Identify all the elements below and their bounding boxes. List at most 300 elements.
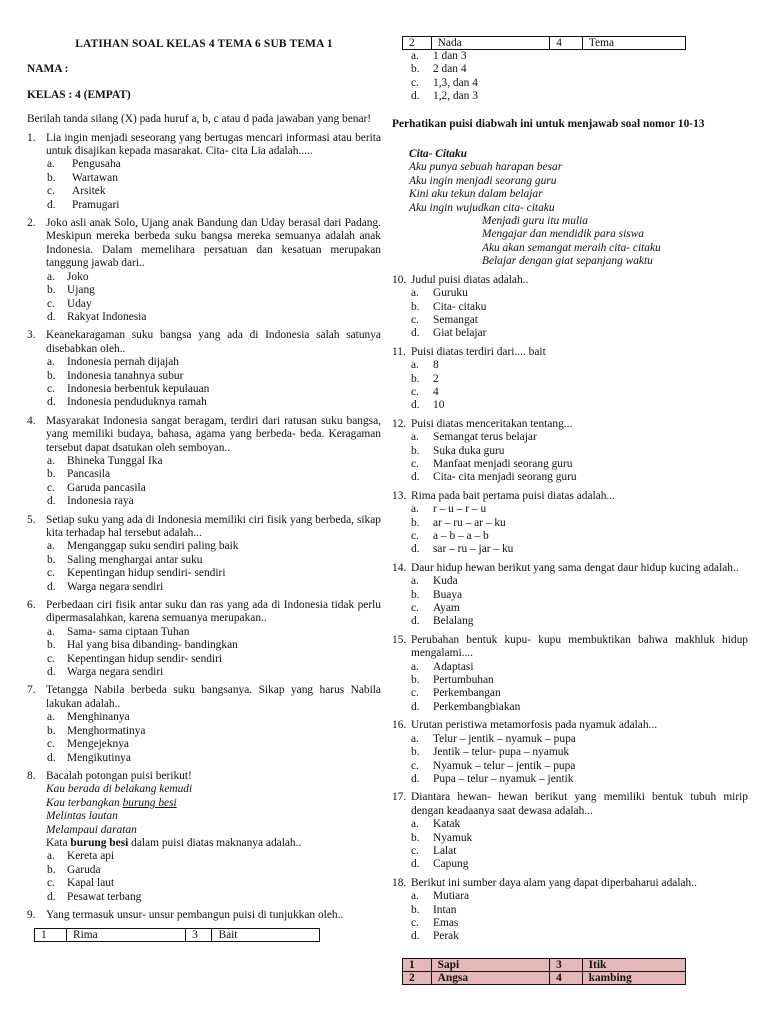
poem-line: Belajar dengan giat sepanjang waktu <box>482 255 653 268</box>
options <box>392 661 748 715</box>
option-text: Kepentingan hidup sendiri- sendiri <box>67 567 226 580</box>
option-text: a – b – a – b <box>433 530 489 542</box>
option-d <box>27 581 381 594</box>
option-letter: a. <box>47 356 55 369</box>
option-text: Mengejeknya <box>67 738 129 751</box>
option-letter: b. <box>47 171 56 184</box>
option-b <box>392 674 748 687</box>
options <box>392 818 748 872</box>
option-a <box>392 661 748 674</box>
question-number: 3. <box>27 329 36 342</box>
options <box>392 287 748 341</box>
option-c <box>27 877 381 890</box>
options <box>392 733 748 787</box>
option-letter: a. <box>411 818 419 831</box>
option-letter: c. <box>47 567 55 580</box>
question-number: 8. <box>27 769 36 782</box>
prompt-text: Kata <box>46 836 71 849</box>
question-prompt <box>27 837 381 850</box>
option-letter: c. <box>47 652 55 665</box>
options <box>27 356 381 410</box>
question-text: Masyarakat Indonesia sangat beragam, terdiri dari ratusan suku bangsa, yang memiliki budaya, bahasa, agama yang berbeda- beda. Keragaman tersebut dapat dsatukan oleh semboyan.. <box>46 414 381 454</box>
option-letter: a. <box>47 270 55 283</box>
option-c <box>27 738 381 751</box>
option-letter: a. <box>411 287 419 300</box>
question-number: 11. <box>392 345 406 358</box>
option-c <box>392 760 748 773</box>
option-letter: b. <box>47 639 56 652</box>
option-text: r – u – r – u <box>433 503 487 516</box>
question-text: Diantara hewan- hewan berikut yang memiliki bentuk tubuh mirip dengan keadaanya saat dewasa adalah... <box>411 791 748 817</box>
poem-line: Melintas lautan <box>46 810 118 823</box>
question-11 <box>392 346 748 359</box>
option-text: ar – ru – ar – ku <box>433 516 506 529</box>
bold-phrase: burung besi <box>70 836 129 849</box>
option-a: a. 1 dan 3 <box>411 50 467 62</box>
option-text: Semangat <box>433 313 478 326</box>
option-letter: a. <box>411 890 419 903</box>
question-text: Perbedaan ciri fisik antar suku dan ras yang ada di Indonesia tidak perlu dipermasalahkan, karena semuanya merupakan.. <box>46 599 381 625</box>
option-letter: b. <box>411 444 420 457</box>
option-text: Uday <box>67 297 92 310</box>
question-number: 14. <box>392 561 407 574</box>
question-number: 9. <box>27 908 36 921</box>
option-text: 10 <box>433 399 445 412</box>
question-7 <box>27 684 381 711</box>
option-letter: c. <box>411 687 419 700</box>
table-row <box>403 958 686 971</box>
table-cell: 3 <box>550 958 583 971</box>
option-letter: d. <box>47 751 56 764</box>
option-text: Indonesia berbentuk kepulauan <box>67 382 210 395</box>
option-letter: c. <box>411 313 419 326</box>
option-c <box>27 298 381 311</box>
option-text: Capung <box>433 858 469 871</box>
option-a <box>392 503 748 516</box>
option-d <box>27 495 381 508</box>
option-a <box>392 890 748 903</box>
question-number: 2. <box>27 217 36 230</box>
table-row <box>403 37 686 50</box>
option-letter: c. <box>411 385 419 398</box>
poem-line: Melampaui daratan <box>46 823 137 836</box>
question-number: 5. <box>27 513 36 526</box>
option-letter: c. <box>411 457 419 470</box>
option-c <box>392 530 748 543</box>
option-text: Menghinanya <box>67 711 130 724</box>
option-text: Sama- sama ciptaan Tuhan <box>67 625 190 638</box>
question-14 <box>392 562 748 575</box>
option-letter: c. <box>47 185 55 198</box>
option-b <box>27 864 381 877</box>
option-text: Warga negara sendiri <box>67 580 164 593</box>
option-letter: a. <box>47 711 55 724</box>
option-b <box>27 468 381 481</box>
option-b <box>27 639 381 652</box>
option-letter: d. <box>411 327 420 340</box>
option-letter: a. <box>411 732 419 745</box>
option-d <box>27 891 381 904</box>
question-list-right <box>392 274 748 944</box>
option-letter: a. <box>411 575 419 588</box>
option-text: Intan <box>433 903 457 916</box>
option-letter: a. <box>411 359 419 372</box>
poem-line <box>27 797 381 810</box>
option-letter: d. <box>411 615 420 628</box>
option-text: Menganggap suku sendiri paling baik <box>67 540 239 553</box>
poem-title: Cita- Citaku <box>409 148 467 161</box>
option-letter: c. <box>47 297 55 310</box>
question-text: Perubahan bentuk kupu- kupu membuktikan bahwa makhluk hidup mengalami.... <box>411 633 748 660</box>
poem-line: Menjadi guru itu mulia <box>482 215 588 228</box>
option-text: Katak <box>433 818 461 831</box>
option-letter: b. <box>47 724 56 737</box>
option-letter: b. <box>411 300 420 313</box>
option-text: Wartawan <box>72 171 118 184</box>
option-d <box>27 311 381 324</box>
option-text: Cita- cita menjadi seorang guru <box>433 471 577 484</box>
option-d <box>392 615 748 628</box>
options <box>392 431 748 485</box>
option-b <box>392 589 748 602</box>
question-number: 18. <box>392 876 407 889</box>
option-a <box>392 733 748 746</box>
table-cell: Tema <box>582 37 685 50</box>
options <box>392 359 748 413</box>
option-c <box>392 917 748 930</box>
table-cell: Itik <box>582 958 685 971</box>
question-number: 17. <box>392 791 407 804</box>
option-letter: d. <box>47 310 56 323</box>
option-text: Pancasila <box>67 468 111 481</box>
option-d <box>392 930 748 943</box>
option-letter: c. <box>47 481 55 494</box>
option-c <box>27 482 381 495</box>
options <box>27 850 381 904</box>
option-letter: b. <box>47 369 56 382</box>
option-letter: c. <box>47 877 55 890</box>
question-18 <box>392 877 748 890</box>
option-letter: d. <box>47 890 56 903</box>
question-text: Berikut ini sumber daya alam yang dapat diperbaharui adalah.. <box>411 876 697 889</box>
option-text: Warga negara sendiri <box>67 666 164 679</box>
option-letter: c. <box>411 916 419 929</box>
option-b <box>392 746 748 759</box>
table-cell: Nada <box>431 37 550 50</box>
option-c <box>27 653 381 666</box>
option-a <box>27 850 381 863</box>
option-b <box>392 904 748 917</box>
table-cell: 2 <box>403 971 432 984</box>
option-c <box>27 383 381 396</box>
nama-field: NAMA : <box>27 63 69 76</box>
option-d <box>27 396 381 409</box>
table-cell: 1 <box>403 958 432 971</box>
table-cell: 4 <box>550 971 583 984</box>
question-1 <box>27 132 381 159</box>
option-a <box>392 818 748 831</box>
option-letter: d. <box>411 399 420 412</box>
option-letter: b. <box>411 674 420 687</box>
poem-line: Mengajar dan mendidik para siswa <box>482 228 644 241</box>
option-text: Pengusaha <box>72 158 121 171</box>
option-text: Belalang <box>433 615 474 628</box>
option-text: Garuda <box>67 863 101 876</box>
option-text: Perkembangan <box>433 687 501 700</box>
table-cell: Rima <box>67 929 186 942</box>
option-letter: a. <box>47 625 55 638</box>
option-text: Indonesia penduduknya ramah <box>67 396 207 409</box>
table-cell: Sapi <box>431 958 549 971</box>
table-cell: 1 <box>35 929 67 942</box>
question-text: Joko asli anak Solo, Ujang anak Bandung dan Uday berasal dari Padang. Meskipun mereka berbeda suku bangsa mereka semuanya adalah anak Indonesia. Dalam memelihara persatuan dan kesatuan merupakan tanggung jawab dari.. <box>46 217 381 270</box>
option-letter: d. <box>47 495 56 508</box>
option-d <box>392 471 748 484</box>
option-text: Pertumbuhan <box>433 674 494 687</box>
option-letter: a. <box>411 660 419 673</box>
option-letter: a. <box>411 431 419 444</box>
table-cell: 2 <box>403 37 432 50</box>
option-letter: d. <box>411 543 420 556</box>
option-d <box>392 773 748 786</box>
question-number: 10. <box>392 273 407 286</box>
question-6 <box>27 599 381 626</box>
option-text: Suka duka guru <box>433 444 505 457</box>
poem-line: Aku ingin wujudkan cita- citaku <box>409 201 555 214</box>
question-8 <box>27 770 381 783</box>
question-text: Rima pada bait pertama puisi diatas adalah... <box>411 489 616 502</box>
option-c: c. 1,3, dan 4 <box>411 76 478 89</box>
option-c <box>392 458 748 471</box>
option-letter: a. <box>411 503 419 516</box>
option-b <box>27 370 381 383</box>
option-b: b. 2 dan 4 <box>411 63 467 76</box>
option-letter: b. <box>47 553 56 566</box>
option-text: Guruku <box>433 287 468 300</box>
poem-line: Aku akan semangat meraih cita- citaku <box>482 241 661 254</box>
option-text: Kapal laut <box>67 877 115 890</box>
question-number: 4. <box>27 414 36 427</box>
underlined-phrase: burung besi <box>122 796 177 809</box>
option-text: Kepentingan hidup sendir- sendiri <box>67 652 223 665</box>
instruction-text: Berilah tanda silang (X) pada huruf a, b, c atau d pada jawaban yang benar! <box>27 113 372 126</box>
option-b <box>392 445 748 458</box>
option-a <box>27 271 381 284</box>
option-letter: b. <box>411 372 420 385</box>
option-a <box>392 359 748 372</box>
question-number: 16. <box>392 719 407 732</box>
question-2 <box>27 217 381 271</box>
option-text: Pupa – telur – nyamuk – jentik <box>433 772 574 785</box>
options <box>392 503 748 557</box>
option-b <box>392 832 748 845</box>
option-letter: a. <box>47 540 55 553</box>
option-text: Lalat <box>433 844 457 857</box>
option-letter: b. <box>411 588 420 601</box>
option-letter: c. <box>411 602 419 615</box>
question-text: Keanekaragaman suku bangsa yang ada di Indonesia salah satunya disebabkan oleh.. <box>46 329 381 355</box>
option-letter: d. <box>411 930 420 943</box>
option-text: sar – ru – jar – ku <box>433 543 514 556</box>
options <box>27 158 381 212</box>
poem-line: Kau berada di belakang kemudi <box>46 783 193 796</box>
options <box>392 890 748 944</box>
kelas-field: KELAS : 4 (EMPAT) <box>27 88 131 101</box>
option-text: Emas <box>433 916 459 929</box>
option-letter: d. <box>411 858 420 871</box>
option-a <box>27 540 381 553</box>
option-letter: b. <box>47 468 56 481</box>
options <box>27 540 381 594</box>
table-cell: 3 <box>186 929 212 942</box>
option-text: Adaptasi <box>433 660 474 673</box>
question-number: 6. <box>27 599 36 612</box>
option-text: Perkembangbiakan <box>433 700 521 713</box>
option-letter: b. <box>411 831 420 844</box>
option-a <box>392 431 748 444</box>
options <box>27 455 381 509</box>
option-c <box>392 602 748 615</box>
option-b <box>392 373 748 386</box>
question-number: 13. <box>392 489 407 502</box>
options <box>392 575 748 629</box>
option-d: d. 1,2, dan 3 <box>411 90 478 103</box>
question-number: 7. <box>27 684 36 697</box>
option-b <box>27 172 381 185</box>
poem-line: Aku punya sebuah harapan besar <box>409 161 563 174</box>
option-c <box>27 567 381 580</box>
option-b <box>27 725 381 738</box>
option-letter: b. <box>411 746 420 759</box>
question-15 <box>392 634 748 661</box>
question-text: Daur hidup hewan berikut yang sama dengat daur hidup kucing adalah.. <box>411 561 739 574</box>
question-text: Bacalah potongan puisi berikut! <box>46 769 192 782</box>
option-a <box>27 455 381 468</box>
option-text: Kuda <box>433 575 458 588</box>
question-text: Puisi diatas menceritakan tentang... <box>411 417 573 430</box>
table-cell: Bait <box>212 929 320 942</box>
question-number: 1. <box>27 131 36 144</box>
question-10 <box>392 274 748 287</box>
question-3 <box>27 329 381 356</box>
poem-text: Kau terbangkan <box>46 796 123 809</box>
option-b <box>392 301 748 314</box>
prompt-text: dalam puisi diatas maknanya adalah.. <box>128 836 302 849</box>
option-d <box>27 666 381 679</box>
option-letter: d. <box>47 396 56 409</box>
question-text: Puisi diatas terdiri dari.... bait <box>411 345 546 358</box>
question-text: Lia ingin menjadi seseorang yang bertugas mencari informasi atau berita untuk disajikan kepada masarakat. Cita- cita Lia adalah..... <box>46 131 381 158</box>
option-letter: c. <box>411 530 419 542</box>
option-text: 4 <box>433 385 439 398</box>
option-letter: c. <box>47 382 55 395</box>
table-row <box>403 971 686 984</box>
question-5 <box>27 514 381 541</box>
question-list-left <box>27 132 381 943</box>
option-text: 8 <box>433 359 439 372</box>
q9-options <box>392 50 748 104</box>
option-text: Nyamuk – telur – jentik – pupa <box>433 759 576 772</box>
question-text: Yang termasuk unsur- unsur pembangun puisi di tunjukkan oleh.. <box>46 908 344 921</box>
option-text: Telur – jentik – nyamuk – pupa <box>433 732 576 745</box>
option-text: Garuda pancasila <box>67 481 146 494</box>
option-d <box>27 752 381 765</box>
option-letter: a. <box>47 850 55 863</box>
right-column <box>392 0 748 985</box>
option-d <box>392 858 748 871</box>
options <box>27 271 381 325</box>
option-letter: c. <box>411 759 419 772</box>
question-text: Urutan peristiwa metamorfosis pada nyamuk adalah... <box>411 719 658 732</box>
option-letter: d. <box>411 471 420 484</box>
option-a <box>392 287 748 300</box>
option-text: Cita- citaku <box>433 300 487 313</box>
option-text: Mengikutinya <box>67 751 131 764</box>
option-text: Bhineka Tunggal Ika <box>67 454 163 467</box>
option-text: Menghormatinya <box>67 724 146 737</box>
option-text: Nyamuk <box>433 831 473 844</box>
option-letter: c. <box>411 844 419 857</box>
option-letter: a. <box>47 158 55 171</box>
option-c <box>392 386 748 399</box>
option-d <box>392 327 748 340</box>
worksheet-title: LATIHAN SOAL KELAS 4 TEMA 6 SUB TEMA 1 <box>75 38 333 50</box>
option-letter: d. <box>47 198 56 211</box>
option-c <box>392 687 748 700</box>
option-c <box>27 185 381 198</box>
option-text: Indonesia pernah dijajah <box>67 356 179 369</box>
q9-elements-table <box>34 928 320 942</box>
question-text: Tetangga Nabila berbeda suku bangsanya. Sikap yang harus Nabila lakukan adalah.. <box>46 684 381 710</box>
poem-instruction: Perhatikan puisi diabwah ini untuk menjawab soal nomor 10-13 <box>392 117 705 130</box>
question-text: Setiap suku yang ada di Indonesia memiliki ciri fisik yang berbeda, sikap kita terhadap hal tersebut adalah... <box>46 513 381 539</box>
option-text: Ayam <box>433 602 460 615</box>
poem-line: Kini aku tekun dalam belajar <box>409 188 543 201</box>
option-text: 2 <box>433 372 439 385</box>
option-d <box>392 701 748 714</box>
option-text: Mutiara <box>433 890 470 903</box>
table-cell: Angsa <box>431 971 549 984</box>
option-a <box>27 626 381 639</box>
option-letter: b. <box>47 284 56 297</box>
question-16 <box>392 719 748 732</box>
option-a <box>27 711 381 724</box>
question-13 <box>392 490 748 503</box>
option-text: Ujang <box>67 284 95 297</box>
option-d <box>392 399 748 412</box>
option-b <box>27 554 381 567</box>
option-text: Indonesia raya <box>67 495 134 508</box>
table-cell: 4 <box>550 37 583 50</box>
option-letter: b. <box>411 516 420 529</box>
options <box>27 711 381 765</box>
option-text: Indonesia tanahnya subur <box>67 369 184 382</box>
option-text: Manfaat menjadi seorang guru <box>433 457 573 470</box>
option-text: Pramugari <box>72 198 120 211</box>
option-text: Arsitek <box>72 185 106 198</box>
option-text: Kereta api <box>67 850 115 863</box>
option-c <box>392 845 748 858</box>
option-letter: d. <box>411 772 420 785</box>
option-letter: d. <box>47 580 56 593</box>
option-d <box>27 199 381 212</box>
option-text: Joko <box>67 270 89 283</box>
question-number: 12. <box>392 417 407 430</box>
q18-animal-table <box>402 958 686 985</box>
option-text: Buaya <box>433 588 463 601</box>
option-d <box>392 543 748 556</box>
options <box>27 626 381 680</box>
